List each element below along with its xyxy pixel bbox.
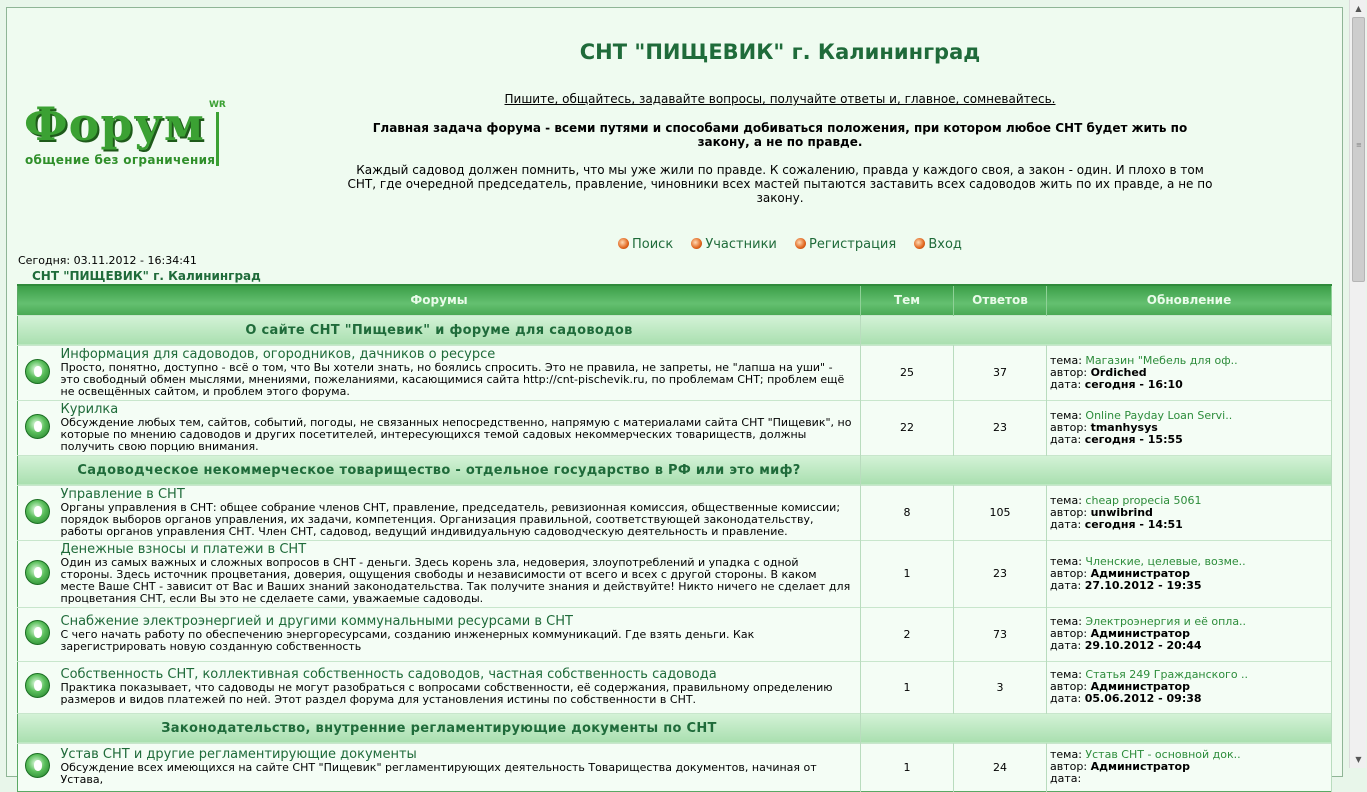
forum-title-link[interactable]: Устав СНТ и другие регламентирующие документы (60, 747, 417, 762)
grip-icon: ≡ (1356, 141, 1362, 149)
forum-title-link[interactable]: Собственность СНТ, коллективная собственность садоводов, частная собственность садовода (60, 667, 717, 682)
forum-row (18, 661, 1332, 713)
last-topic-link[interactable]: Online Payday Loan Servi.. (1085, 408, 1233, 422)
forum-status-icon (25, 359, 50, 384)
logo-bar (216, 112, 219, 166)
last-post (1047, 540, 1332, 607)
forum-status-icon (25, 499, 50, 524)
replies-count: 23 (954, 540, 1047, 607)
forum-icon-cell (18, 661, 58, 713)
forum-row (18, 540, 1332, 607)
topic-label: тема: (1050, 408, 1082, 422)
bullet-icon (914, 238, 925, 249)
current-date: Сегодня: 03.11.2012 - 16:34:41 (18, 254, 197, 267)
author-label: автор: (1050, 760, 1088, 773)
forum-info (58, 661, 861, 713)
nav-register-label: Регистрация (809, 237, 897, 252)
author-label: автор: (1050, 566, 1088, 580)
last-post (1047, 661, 1332, 713)
breadcrumb[interactable]: СНТ "ПИЩЕВИК" г. Калининград (32, 269, 261, 283)
header-replies: Ответов (954, 285, 1047, 315)
last-topic-link[interactable]: Электроэнергия и её опла.. (1085, 615, 1247, 628)
forum-description: Просто, понятно, доступно - всё о том, что Вы хотели знать, но боялись спросить. Это не правила, не запреты, не "лапша на уши" - это свободный обмен мыслями, мнениями, пожеланиями, касающимися сайта http://cnt-pischevik.ru, по проблемам СНТ; проблем ещё не освещённых сайтом, и проблем этого форума. (60, 360, 845, 398)
last-date: 27.10.2012 - 19:35 (1084, 578, 1202, 592)
category-filler (861, 315, 1332, 345)
forum-row (18, 485, 1332, 540)
date-label: дата: (1050, 578, 1082, 592)
date-label: дата: (1050, 692, 1082, 705)
last-post (1047, 607, 1332, 661)
header-updated: Обновление (1047, 285, 1332, 315)
forum-info (58, 540, 861, 607)
forum-icon-cell (18, 743, 58, 791)
nav-login[interactable] (914, 237, 962, 252)
topic-label: тема: (1050, 353, 1082, 367)
last-date: 05.06.2012 - 09:38 (1084, 692, 1202, 705)
topics-count: 1 (861, 540, 954, 607)
forum-status-icon (25, 560, 50, 585)
author-label: автор: (1050, 365, 1088, 379)
topic-label: тема: (1050, 748, 1082, 761)
bullet-icon (795, 238, 806, 249)
forum-title-link[interactable]: Информация для садоводов, огородников, дачников о ресурсе (60, 346, 496, 362)
bullet-icon (618, 238, 629, 249)
date-label: дата: (1050, 377, 1082, 391)
top-nav (618, 237, 976, 252)
topics-count: 22 (861, 400, 954, 455)
author-label: автор: (1050, 627, 1088, 640)
header-topics: Тем (861, 285, 954, 315)
forum-icon-cell (18, 400, 58, 455)
bullet-icon (691, 238, 702, 249)
last-topic-link[interactable]: Магазин "Мебель для оф.. (1085, 353, 1238, 367)
topic-label: тема: (1050, 493, 1082, 507)
scroll-up-icon[interactable]: ▲ (1355, 4, 1362, 13)
category-title[interactable]: О сайте СНТ "Пищевик" и форуме для садоводов (18, 315, 861, 345)
topic-label: тема: (1050, 668, 1082, 681)
replies-count: 3 (954, 661, 1047, 713)
topics-count: 1 (861, 661, 954, 713)
forum-status-icon (25, 620, 50, 645)
nav-search[interactable] (618, 237, 673, 252)
category-row (18, 455, 1332, 485)
vertical-scrollbar[interactable] (1349, 0, 1366, 768)
forum-info (58, 400, 861, 455)
topic-label: тема: (1050, 615, 1082, 628)
last-post (1047, 345, 1332, 400)
logo-main-text: Форум (24, 97, 205, 151)
topic-label: тема: (1050, 554, 1082, 568)
last-author[interactable]: Администратор (1090, 566, 1190, 580)
category-filler (861, 713, 1332, 743)
author-label: автор: (1050, 420, 1088, 434)
forum-status-icon (25, 414, 50, 439)
forum-info (58, 485, 861, 540)
date-label: дата: (1050, 772, 1082, 785)
author-label: автор: (1050, 505, 1088, 519)
nav-search-label: Поиск (632, 237, 674, 252)
header-forums: Форумы (18, 285, 861, 315)
forum-row (18, 743, 1332, 791)
replies-count: 37 (954, 345, 1047, 400)
last-author[interactable]: Ordiched (1090, 365, 1147, 379)
replies-count: 23 (954, 400, 1047, 455)
last-date: 29.10.2012 - 20:44 (1084, 639, 1202, 652)
nav-register[interactable] (795, 237, 896, 252)
date-label: дата: (1050, 432, 1082, 446)
category-title[interactable]: Садоводческое некоммерческое товарищество - отдельное государство в РФ или это миф? (18, 455, 861, 485)
forum-icon-cell (18, 345, 58, 400)
forum-icon-cell (18, 607, 58, 661)
forum-description: Обсуждение любых тем, сайтов, событий, погоды, не связанных непосредственно, напрямую с материалами сайта СНТ "Пищевик", но которые по мнению садоводов и других посетителей, интересующихся темой садовых некоммерческих товариществ, должны получить свою порцию внимания. (60, 415, 852, 453)
category-row (18, 315, 1332, 345)
logo-wr-mark: WR (209, 100, 226, 110)
last-date: сегодня - 16:10 (1084, 377, 1183, 391)
forum-title-link[interactable]: Управление в СНТ (60, 486, 185, 502)
replies-count: 24 (954, 743, 1047, 791)
forum-description: Обсуждение всех имеющихся на сайте СНТ "Пищевик" регламентирующих деятельность Товарищества документов, начиная от Устава, (60, 761, 817, 786)
tagline-link[interactable]: Пишите, общайтесь, задавайте вопросы, получайте ответы и, главное, сомневайтесь. (504, 92, 1056, 106)
scroll-down-icon[interactable]: ▼ (1355, 755, 1362, 764)
topics-count: 25 (861, 345, 954, 400)
last-topic-link[interactable]: Устав СНТ - основной док.. (1085, 748, 1241, 761)
last-post (1047, 743, 1332, 791)
forum-info (58, 743, 861, 791)
forum-logo[interactable] (24, 98, 224, 174)
logo-subtitle: общение без ограничения (25, 153, 216, 167)
last-author[interactable]: unwibrind (1090, 505, 1153, 519)
forum-status-icon (25, 673, 50, 698)
last-topic-link[interactable]: cheap propecia 5061 (1085, 493, 1202, 507)
goal-text: Главная задача форума - всеми путями и способами добиваться положения, при котором любое СНТ будет жить по закону, а не по правде. (372, 121, 1188, 149)
topics-count: 2 (861, 607, 954, 661)
forum-title-link[interactable]: Денежные взносы и платежи в СНТ (60, 541, 307, 557)
scroll-thumb[interactable] (1352, 17, 1365, 282)
last-date: сегодня - 15:55 (1084, 432, 1183, 446)
forum-title-link[interactable]: Курилка (60, 401, 119, 417)
forum-title-link[interactable]: Снабжение электроэнергией и другими коммунальными ресурсами в СНТ (60, 614, 573, 629)
category-row (18, 713, 1332, 743)
date-label: дата: (1050, 517, 1082, 531)
replies-count: 73 (954, 607, 1047, 661)
last-topic-link[interactable]: Статья 249 Гражданского .. (1085, 668, 1249, 681)
last-topic-link[interactable]: Членские, целевые, возме.. (1085, 554, 1246, 568)
last-post (1047, 400, 1332, 455)
last-author[interactable]: Администратор (1090, 760, 1190, 773)
forum-row (18, 607, 1332, 661)
forum-info (58, 607, 861, 661)
category-filler (861, 455, 1332, 485)
replies-count: 105 (954, 485, 1047, 540)
forum-icon-cell (18, 540, 58, 607)
topics-count: 8 (861, 485, 954, 540)
description-text: Каждый садовод должен помнить, что мы уже жили по правде. К сожалению, правда у каждого своя, а закон - один. И плохо в том СНТ, где очередной председатель, правление, чиновники всех мастей пытаются заставить всех садоводов жить по их правде, а не по закону. (347, 163, 1213, 205)
forum-status-icon (25, 753, 50, 778)
category-title[interactable]: Законодательство, внутренние регламентирующие документы по СНТ (18, 713, 861, 743)
forums-table (17, 284, 1332, 792)
forum-description: Органы управления в СНТ: общее собрание членов СНТ, правление, председатель, ревизионная комиссия, общественные комиссии; порядок выборов органов управления, их задачи, компетенция. Организация правильной, соответствующей законодательству, работы органов управления СНТ. Член СНТ, садовод, ведущий индивидуальную садоводческую деятельность и правление. (60, 500, 841, 538)
forum-description: С чего начать работу по обеспечению энергоресурсами, созданию инженерных коммуникаций. Где взять деньги. Как зарегистрировать новую созданную собственность (60, 628, 755, 653)
forum-info (58, 345, 861, 400)
forum-row (18, 400, 1332, 455)
last-date: сегодня - 14:51 (1084, 517, 1183, 531)
nav-login-label: Вход (928, 237, 962, 252)
last-post (1047, 485, 1332, 540)
last-author[interactable]: Администратор (1090, 680, 1190, 693)
last-author[interactable]: Администратор (1090, 627, 1190, 640)
forum-row (18, 345, 1332, 400)
nav-members-label: Участники (705, 237, 777, 252)
date-label: дата: (1050, 639, 1082, 652)
site-title: СНТ "ПИЩЕВИК" г. Калининград (579, 40, 981, 64)
forum-description: Практика показывает, что садоводы не могут разобраться с вопросами собственности, её содержания, правильному определению размеров и видов платежей по ней. Этот раздел форума для установления истины по собственности в СНТ. (60, 681, 833, 706)
author-label: автор: (1050, 680, 1088, 693)
forum-description: Один из самых важных и сложных вопросов в СНТ - деньги. Здесь корень зла, недоверия, злоупотреблений и упадка с одной стороны. Здесь источник процветания, доверия, ощущения свободы и независимости от всего и всех с другой стороны. В каком месте Ваше СНТ - зависит от Вас и Ваших знаний законодательства. Так получите знания и действуйте! Никто ничего не сделает для процветания СНТ, если Вы это не сделаете сами, уважаемые садоводы. (60, 555, 851, 605)
topics-count: 1 (861, 743, 954, 791)
last-author[interactable]: tmanhysys (1090, 420, 1158, 434)
nav-members[interactable] (691, 237, 777, 252)
forum-icon-cell (18, 485, 58, 540)
